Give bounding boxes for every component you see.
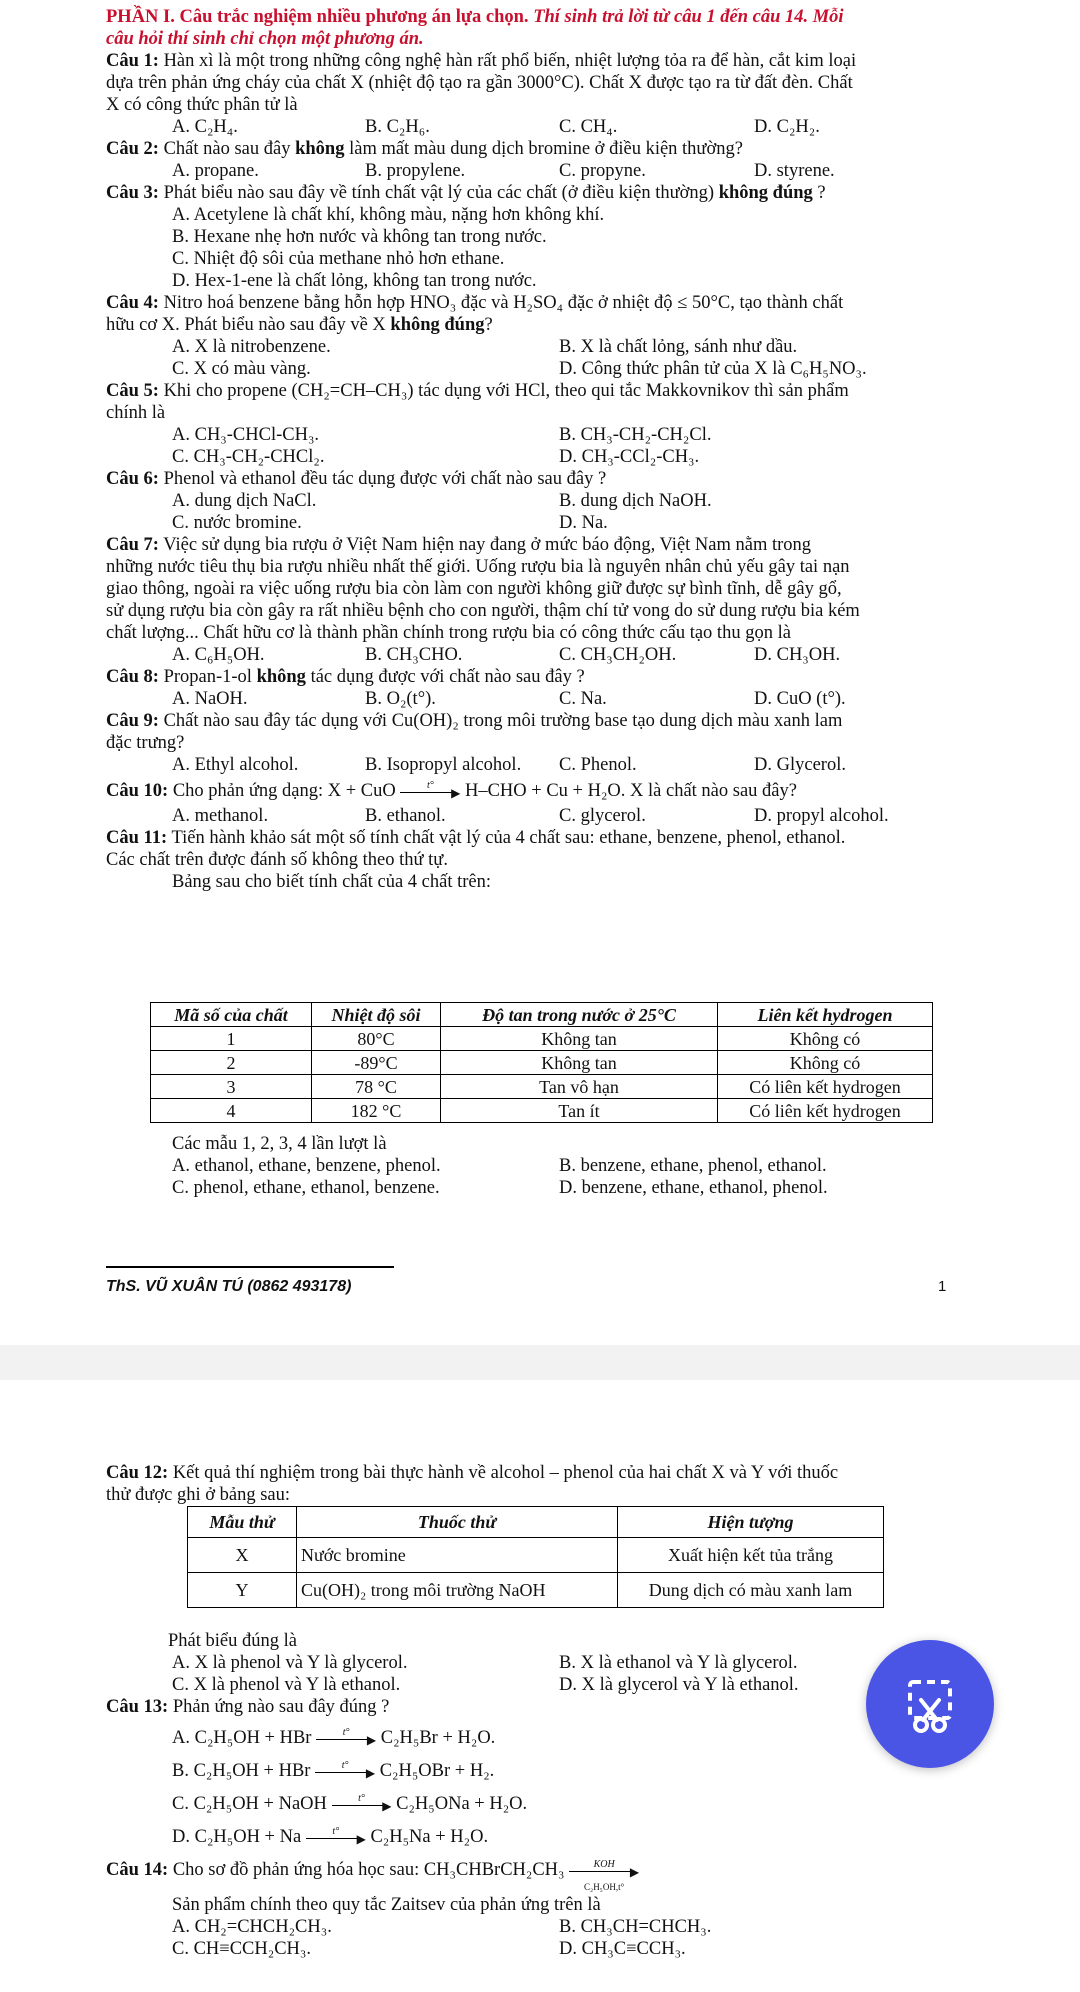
q6-option-c[interactable]: C. nước bromine. [172,513,302,533]
q9-option-c[interactable]: C. Phenol. [559,755,637,775]
table-row: 4 182 °C Tan ít Có liên kết hydrogen [151,1099,933,1123]
crop-tool-button[interactable] [866,1640,994,1768]
q8-option-a[interactable]: A. NaOH. [172,689,248,709]
q10-option-a[interactable]: A. methanol. [172,806,269,826]
q8-option-c[interactable]: C. Na. [559,689,607,709]
q13-option-a[interactable]: A. C₂H₅OH + HBr t° ▶ C₂H₅Br + H₂O. [172,1726,496,1748]
experiment-table [187,1506,884,1608]
question-3: Câu 3: Phát biểu nào sau đây về tính chất vật lý của các chất (ở điều kiện thường) không đúng ? [106,183,826,203]
q7-option-a[interactable]: A. C₆H₅OH. [172,645,265,665]
table-header-row: Mã số của chất Nhiệt độ sôi Độ tan trong nước ở 25°C Liên kết hydrogen [151,1003,933,1027]
question-11: Câu 11: Tiến hành khảo sát một số tính chất vật lý của 4 chất sau: ethane, benzene, phenol, ethanol. [106,828,846,848]
q11-option-c[interactable]: C. phenol, ethane, ethanol, benzene. [172,1178,440,1198]
q10-option-b[interactable]: B. ethanol. [365,806,446,826]
q3-option-b[interactable]: B. Hexane nhẹ hơn nước và không tan trong nước. [172,227,547,247]
q10-option-c[interactable]: C. glycerol. [559,806,646,826]
scissors-crop-icon [866,1640,994,1768]
q2-option-a[interactable]: A. propane. [172,161,259,181]
q6-option-a[interactable]: A. dung dịch NaCl. [172,491,317,511]
q2-option-d[interactable]: D. styrene. [754,161,835,181]
q1-option-a[interactable]: A. C₂H₄. [172,117,238,137]
q1-option-d[interactable]: D. C₂H₂. [754,117,820,137]
question-7: Câu 7: Việc sử dụng bia rượu ở Việt Nam hiện nay đang ở mức báo động, Việt Nam nằm trong [106,535,812,555]
q13-option-d[interactable]: D. C₂H₅OH + Na t° ▶ C₂H₅Na + H₂O. [172,1825,489,1847]
question-14: Câu 14: Cho sơ đồ phản ứng hóa học sau: CH₃CHBrCH₂CH₃ KOH ▶ C₂H₅OH,t° [106,1858,640,1892]
q11-option-d[interactable]: D. benzene, ethane, ethanol, phenol. [559,1178,828,1198]
q13-option-b[interactable]: B. C₂H₅OH + HBr t° ▶ C₂H₅OBr + H₂. [172,1759,495,1781]
q1-option-b[interactable]: B. C₂H₆. [365,117,430,137]
q12-option-b[interactable]: B. X là ethanol và Y là glycerol. [559,1653,798,1673]
q6-option-b[interactable]: B. dung dịch NaOH. [559,491,712,511]
q1-option-c[interactable]: C. CH₄. [559,117,618,137]
q13-option-c[interactable]: C. C₂H₅OH + NaOH t° ▶ C₂H₅ONa + H₂O. [172,1792,528,1814]
reaction-arrow-icon: t° ▶ [400,785,460,799]
q5-option-a[interactable]: A. CH₃-CHCl-CH₃. [172,425,320,445]
q3-option-a[interactable]: A. Acetylene là chất khí, không màu, nặng hơn không khí. [172,205,605,225]
properties-table [150,1002,933,1123]
q7-option-c[interactable]: C. CH₃CH₂OH. [559,645,677,665]
question-13: Câu 13: Phản ứng nào sau đây đúng ? [106,1697,390,1717]
q14-option-a[interactable]: A. CH₂=CHCH₂CH₃. [172,1917,332,1937]
question-12: Câu 12: Kết quả thí nghiệm trong bài thực hành về alcohol – phenol của hai chất X và Y với thuốc [106,1463,839,1483]
table-row: 3 78 °C Tan vô hạn Có liên kết hydrogen [151,1075,933,1099]
page-2: Câu 12: Kết quả thí nghiệm trong bài thực hành về alcohol – phenol của hai chất X và Y với thuốc thử được ghi ở bảng sau: Mẫu thử Thuốc thử Hiện tượng X Nước bromine Xuất hiện kết tủa trắng Y Cu(OH)₂ trong môi trường NaOH Dung dịch có màu xanh lam Phát biểu đúng là A. X là phenol và Y là glycerol. B. X là ethanol và Y là glycerol. C. X là phenol và Y là ethanol. D. X là glycerol và Y là ethanol. Câu 13: Phản ứng nào sau đây đúng ? A. C₂H₅OH + HBr t° ▶ C₂H₅Br + H₂O. B. C₂H₅OH + HBr t° ▶ C₂H₅OBr + H₂. C. C₂H₅OH + NaOH t° ▶ C₂H₅ONa + H₂O. D. C₂H₅OH + Na t° ▶ C₂H₅Na + H₂O. Câu 14: Cho sơ đồ phản ứng hóa học sau: CH₃CHBrCH₂CH₃ KOH ▶ C₂H₅OH,t° Sản phẩm chính theo quy tắc Zaitsev của phản ứng trên là A. CH₂=CHCH₂CH₃. B. CH₃CH=CHCH₃. C. CH≡CCH₂CH₃. D. CH₃C≡CCH₃. [0,1380,1080,1992]
question-1: Câu 1: Hàn xì là một trong những công nghệ hàn rất phổ biến, nhiệt lượng tỏa ra để hàn, cắt kim loại [106,51,857,71]
q3-option-d[interactable]: D. Hex-1-ene là chất lỏng, không tan trong nước. [172,271,537,291]
table-header-row: Mẫu thử Thuốc thử Hiện tượng [188,1507,884,1538]
q2-option-b[interactable]: B. propylene. [365,161,466,181]
question-8: Câu 8: Propan-1-ol không tác dụng được với chất nào sau đây ? [106,667,585,687]
table-row: 2 -89°C Không tan Không có [151,1051,933,1075]
q9-option-d[interactable]: D. Glycerol. [754,755,846,775]
q8-option-b[interactable]: B. O₂(t°). [365,689,436,709]
reaction-arrow-icon: t° ▶ [306,1831,366,1845]
q11-option-b[interactable]: B. benzene, ethane, phenol, ethanol. [559,1156,827,1176]
q2-option-c[interactable]: C. propyne. [559,161,646,181]
reaction-arrow-icon: KOH ▶ C₂H₅OH,t° [569,1864,639,1878]
q3-option-c[interactable]: C. Nhiệt độ sôi của methane nhỏ hơn ethane. [172,249,505,269]
q6-option-d[interactable]: D. Na. [559,513,608,533]
q14-option-c[interactable]: C. CH≡CCH₂CH₃. [172,1939,311,1959]
q7-option-d[interactable]: D. CH₃OH. [754,645,841,665]
q5-option-c[interactable]: C. CH₃-CH₂-CHCl₂. [172,447,325,467]
question-5: Câu 5: Khi cho propene (CH₂=CH–CH₃) tác dụng với HCl, theo qui tắc Makkovnikov thì sản phẩm [106,381,849,401]
q14-option-d[interactable]: D. CH₃C≡CCH₃. [559,1939,686,1959]
q14-option-b[interactable]: B. CH₃CH=CHCH₃. [559,1917,712,1937]
table-row: 1 80°C Không tan Không có [151,1027,933,1051]
footer-divider [106,1266,394,1268]
part-title: PHẦN I. Câu trắc nghiệm nhiều phương án lựa chọn. Thí sinh trả lời từ câu 1 đến câu 14. Mỗi [106,7,844,27]
q4-option-a[interactable]: A. X là nitrobenzene. [172,337,331,357]
q12-option-a[interactable]: A. X là phenol và Y là glycerol. [172,1653,408,1673]
q9-option-b[interactable]: B. Isopropyl alcohol. [365,755,522,775]
q12-option-c[interactable]: C. X là phenol và Y là ethanol. [172,1675,401,1695]
question-10: Câu 10: Cho phản ứng dạng: X + CuO t° ▶ H–CHO + Cu + H₂O. X là chất nào sau đây? [106,779,797,801]
reaction-arrow-icon: t° ▶ [315,1765,375,1779]
reaction-arrow-icon: t° ▶ [332,1798,392,1812]
part-instruction: câu hỏi thí sinh chỉ chọn một phương án. [106,29,424,49]
q12-option-d[interactable]: D. X là glycerol và Y là ethanol. [559,1675,799,1695]
question-6: Câu 6: Phenol và ethanol đều tác dụng được với chất nào sau đây ? [106,469,607,489]
q5-option-d[interactable]: D. CH₃-CCl₂-CH₃. [559,447,700,467]
q10-option-d[interactable]: D. propyl alcohol. [754,806,889,826]
q8-option-d[interactable]: D. CuO (t°). [754,689,846,709]
question-2: Câu 2: Chất nào sau đây không làm mất màu dung dịch bromine ở điều kiện thường? [106,139,743,159]
question-4: Câu 4: Nitro hoá benzene bằng hỗn hợp HNO₃ đặc và H₂SO₄ đặc ở nhiệt độ ≤ 50°C, tạo thành chất [106,293,844,313]
q7-option-b[interactable]: B. CH₃CHO. [365,645,463,665]
table-row: Y Cu(OH)₂ trong môi trường NaOH Dung dịch có màu xanh lam [188,1573,884,1608]
reaction-arrow-icon: t° ▶ [316,1732,376,1746]
q11-option-a[interactable]: A. ethanol, ethane, benzene, phenol. [172,1156,441,1176]
q4-option-b[interactable]: B. X là chất lỏng, sánh như dầu. [559,337,798,357]
footer-author: ThS. VŨ XUÂN TÚ (0862 493178) [106,1278,352,1295]
q4-option-d[interactable]: D. Công thức phân tử của X là C₆H₅NO₃. [559,359,867,379]
q4-option-c[interactable]: C. X có màu vàng. [172,359,311,379]
page-1: PHẦN I. Câu trắc nghiệm nhiều phương án lựa chọn. Thí sinh trả lời từ câu 1 đến câu 14. Mỗi câu hỏi thí sinh chỉ chọn một phương án. Câu 1: Hàn xì là một trong những công nghệ hàn rất phổ biến, nhiệt lượng tỏa ra để hàn, cắt kim loại dựa trên phản ứng cháy của chất X (nhiệt độ tạo ra gần 3000°C). Chất X được tạo ra từ đất đèn. Chất X có công thức phân tử là A. C₂H₄. B. C₂H₆. C. CH₄. D. C₂H₂. Câu 2: Chất nào sau đây không làm mất màu dung dịch bromine ở điều kiện thường? A. propane. B. propylene. C. propyne. D. styrene. Câu 3: Phát biểu nào sau đây về tính chất vật lý của các chất (ở điều kiện thường) không đúng ? A. Acetylene là chất khí, không màu, nặng hơn không khí. B. Hexane nhẹ hơn nước và không tan trong nước. C. Nhiệt độ sôi của methane nhỏ hơn ethane. D. Hex-1-ene là chất lỏng, không tan trong nước. Câu 4: Nitro hoá benzene bằng hỗn hợp HNO₃ đặc và H₂SO₄ đặc ở nhiệt độ ≤ 50°C, tạo thành chất hữu cơ X. Phát biểu nào sau đây về X không đúng? A. X là nitrobenzene. B. X là chất lỏng, sánh như dầu. C. X có màu vàng. D. Công thức phân tử của X là C₆H₅NO₃. Câu 5: Khi cho propene (CH₂=CH–CH₃) tác dụng với HCl, theo qui tắc Makkovnikov thì sản phẩm chính là A. CH₃-CHCl-CH₃. B. CH₃-CH₂-CH₂Cl. C. CH₃-CH₂-CHCl₂. D. CH₃-CCl₂-CH₃. Câu 6: Phenol và ethanol đều tác dụng được với chất nào sau đây ? A. dung dịch NaCl. B. dung dịch NaOH. C. nước bromine. D. Na. Câu 7: Việc sử dụng bia rượu ở Việt Nam hiện nay đang ở mức báo động, Việt Nam nằm trong những nước tiêu thụ bia rượu nhiều nhất thế giới. Uống rượu bia là nguyên nhân chủ yếu gây tai nạn giao thông, ngoài ra việc uống rượu bia còn làm con người không giữ được sự bình tĩnh, dễ gây gổ, sử dụng rượu bia còn gây ra rất nhiều bệnh cho con người, thậm chí tử vong do sử dung rượu bia kém chất lượng... Chất hữu cơ là thành phần chính trong rượu bia có công thức cấu tạo thu gọn là A. C₆H₅OH. B. CH₃CHO. C. CH₃CH₂OH. D. CH₃OH. Câu 8: Propan-1-ol không tác dụng được với chất nào sau đây ? A. NaOH. B. O₂(t°). C. Na. D. CuO (t°). Câu 9: Chất nào sau đây tác dụng với Cu(OH)₂ trong môi trường base tạo dung dịch màu xanh lam đặc trưng? A. Ethyl alcohol. B. Isopropyl alcohol. C. Phenol. D. Glycerol. Câu 10: Cho phản ứng dạng: X + CuO t° ▶ H–CHO + Cu + H₂O. X là chất nào sau đây? A. methanol. B. ethanol. C. glycerol. D. propyl alcohol. Câu 11: Tiến hành khảo sát một số tính chất vật lý của 4 chất sau: ethane, benzene, phenol, ethanol. Các chất trên được đánh số không theo thứ tự. Bảng sau cho biết tính chất của 4 chất trên: Mã số của chất Nhiệt độ sôi Độ tan trong nước ở 25°C Liên kết hydrogen 1 80°C Không tan Không có 2 -89°C Không tan Không có 3 78 °C Tan vô hạn Có liên kết hydrogen 4 182 °C Tan ít Có liên kết hydrogen Các mẫu 1, 2, 3, 4 lần lượt là A. ethanol, ethane, benzene, phenol. B. benzene, ethane, phenol, ethanol. C. phenol, ethane, ethanol, benzene. D. benzene, ethane, ethanol, phenol. ThS. VŨ XUÂN TÚ (0862 493178) 1 [0,0,1080,1345]
q5-option-b[interactable]: B. CH₃-CH₂-CH₂Cl. [559,425,712,445]
question-9: Câu 9: Chất nào sau đây tác dụng với Cu(OH)₂ trong môi trường base tạo dung dịch màu xanh lam [106,711,843,731]
table-row: X Nước bromine Xuất hiện kết tủa trắng [188,1538,884,1573]
page-number: 1 [938,1278,947,1295]
q9-option-a[interactable]: A. Ethyl alcohol. [172,755,299,775]
